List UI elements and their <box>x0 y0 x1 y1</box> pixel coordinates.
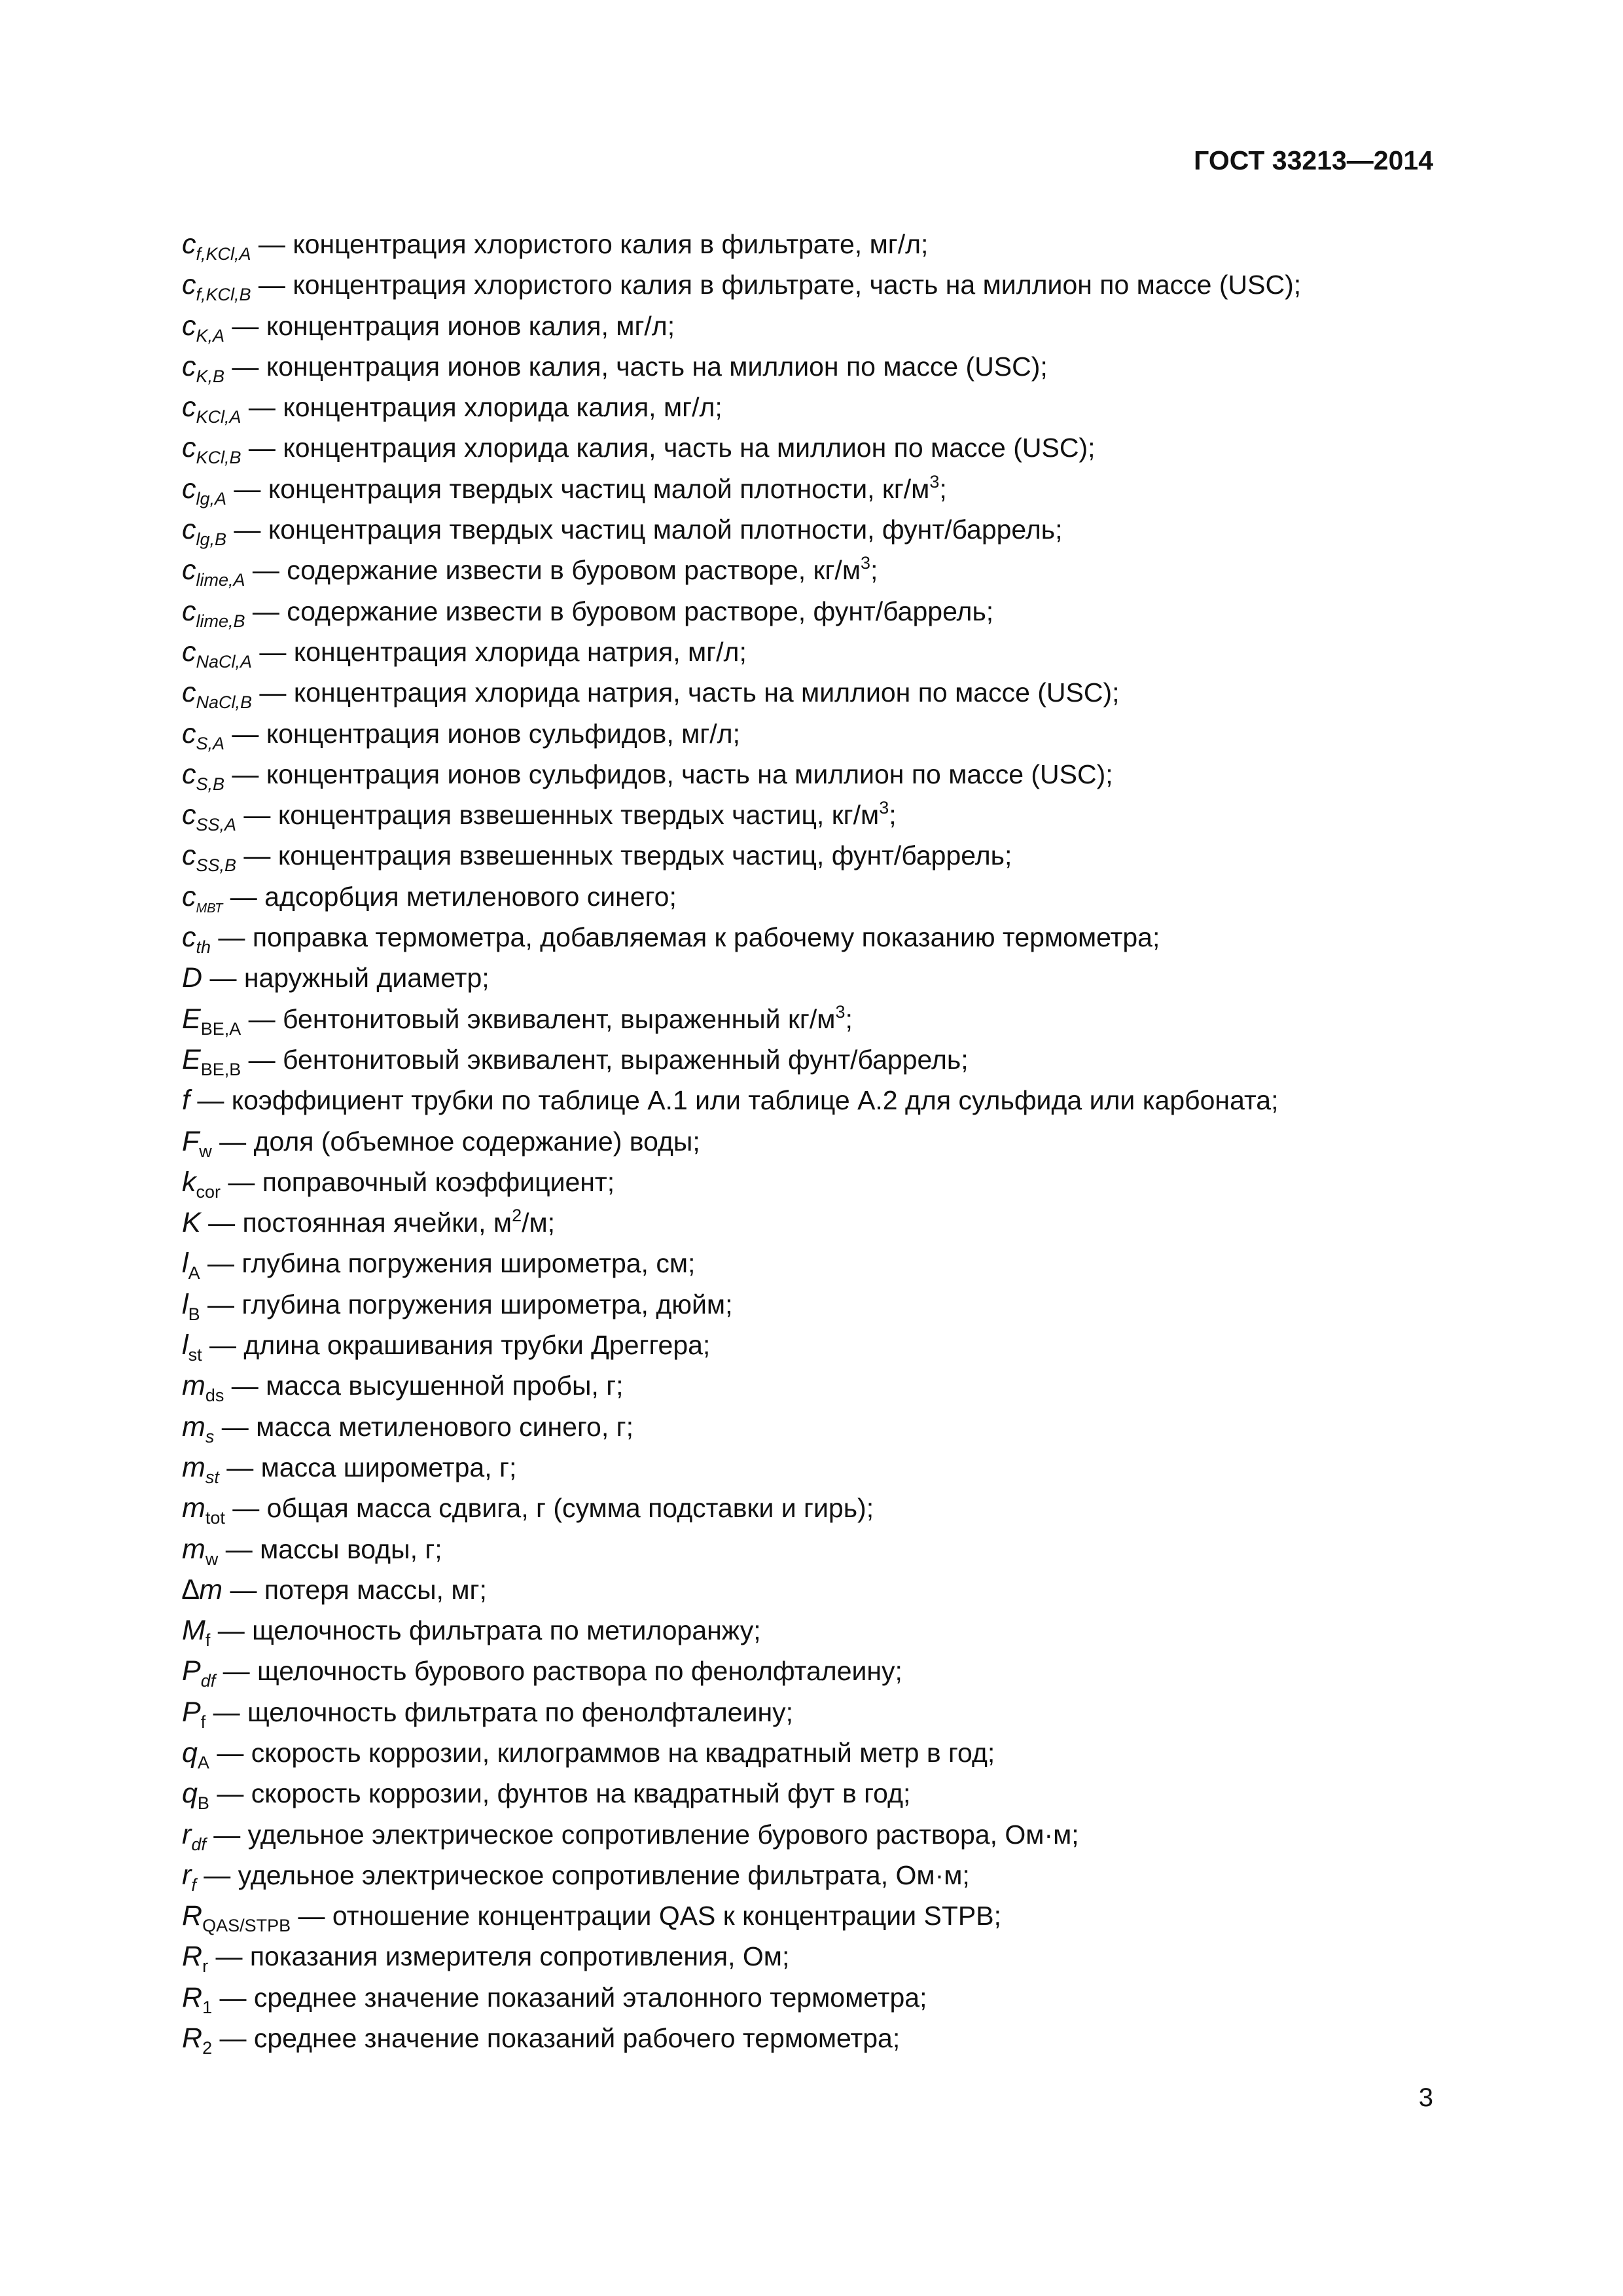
symbol: R <box>182 1900 203 1932</box>
symbol-definition: — концентрация хлорида натрия, мг/л; <box>252 636 747 667</box>
symbol-definition: — удельное электрическое сопротивление фильтрата, Ом·м; <box>196 1859 970 1890</box>
symbol-definition: — среднее значение показаний эталонного термометра; <box>212 1982 927 2013</box>
symbol-entry <box>182 346 1438 387</box>
symbol-definition: — глубина погружения широметра, дюйм; <box>200 1289 733 1319</box>
symbol-entry <box>182 713 1438 754</box>
symbol: m <box>182 1492 205 1524</box>
symbol-entry <box>182 1610 1438 1651</box>
symbol-entry <box>182 1202 1438 1243</box>
symbol-definition: — концентрация ионов сульфидов, часть на миллион по массе (USC); <box>224 759 1113 789</box>
symbol-list <box>182 224 1438 2058</box>
symbol: c <box>182 840 196 872</box>
symbol-entry <box>182 1895 1438 1936</box>
symbol-entry <box>182 1732 1438 1773</box>
symbol: E <box>182 1043 201 1075</box>
symbol: ∆m <box>182 1573 223 1605</box>
symbol: F <box>182 1125 200 1157</box>
symbol-definition: — щелочность бурового раствора по фенолфталеину; <box>215 1656 902 1687</box>
symbol: c <box>182 595 196 627</box>
symbol-definition: — концентрация ионов калия, часть на миллион по массе (USC); <box>224 351 1048 382</box>
symbol: k <box>182 1166 196 1198</box>
symbol-entry <box>182 835 1438 876</box>
symbol-subscript: KCl,B <box>196 448 241 468</box>
symbol-definition: — масса высушенной пробы, г; <box>224 1371 624 1401</box>
symbol-entry <box>182 1977 1438 2018</box>
symbol-definition: — постоянная ячейки, м <box>200 1208 512 1238</box>
unit-exponent: 2 <box>512 1206 522 1226</box>
symbol: l <box>182 1288 188 1320</box>
symbol: c <box>182 799 196 831</box>
symbol-entry <box>182 427 1438 468</box>
symbol: P <box>182 1696 201 1728</box>
symbol-entry <box>182 1407 1438 1447</box>
symbol-subscript: B <box>188 1304 200 1324</box>
symbol-definition: — скорость коррозии, фунтов на квадратный фут в год; <box>209 1778 911 1809</box>
symbol-entry <box>182 469 1438 509</box>
symbol-entry <box>182 1080 1438 1121</box>
symbol-entry <box>182 550 1438 590</box>
symbol-definition: — концентрация ионов калия, мг/л; <box>224 310 675 341</box>
symbol-entry <box>182 1325 1438 1365</box>
symbol-definition: — длина окрашивания трубки Дреггера; <box>202 1330 711 1361</box>
symbol-definition: — бентонитовый эквивалент, выраженный кг/м <box>241 1003 836 1034</box>
symbol: P <box>182 1655 201 1687</box>
symbol: c <box>182 880 196 912</box>
symbol: c <box>182 350 196 382</box>
symbol: c <box>182 758 196 790</box>
symbol-subscript: s <box>205 1426 215 1446</box>
definition-tail: /м; <box>522 1208 556 1238</box>
symbol-subscript: A <box>197 1752 209 1772</box>
definition-tail: ; <box>870 555 878 586</box>
symbol-subscript: lg,B <box>196 529 227 550</box>
symbol-entry <box>182 387 1438 427</box>
symbol-subscript: NaCl,B <box>196 692 253 713</box>
symbol-definition: — отношение концентрации QAS к концентрации STPB; <box>291 1901 1001 1931</box>
symbol-definition: — концентрация хлорида калия, мг/л; <box>241 392 722 423</box>
document-code: ГОСТ 33213—2014 <box>1194 145 1433 175</box>
symbol: c <box>182 310 196 342</box>
symbol-subscript: S,B <box>196 774 225 794</box>
symbol: q <box>182 1736 198 1768</box>
symbol-definition: — адсорбция метиленового синего; <box>223 881 677 912</box>
symbol-subscript: df <box>200 1671 216 1691</box>
symbol-subscript: BE,B <box>200 1059 241 1079</box>
symbol: D <box>182 962 203 994</box>
symbol: K <box>182 1207 201 1239</box>
symbol-entry <box>182 999 1438 1039</box>
symbol-definition: — общая масса сдвига, г (сумма подставки и гирь); <box>224 1493 874 1524</box>
symbol-subscript: th <box>196 937 211 958</box>
symbol: c <box>182 432 196 464</box>
symbol-entry <box>182 1365 1438 1406</box>
symbol-subscript: tot <box>205 1508 225 1528</box>
symbol: c <box>182 514 196 546</box>
page-number: 3 <box>1418 2083 1433 2112</box>
symbol-entry <box>182 509 1438 550</box>
symbol-definition: — глубина погружения широметра, см; <box>200 1248 696 1279</box>
symbol-entry <box>182 264 1438 305</box>
symbol-subscript: r <box>202 1956 209 1977</box>
symbol-subscript: ds <box>205 1386 224 1406</box>
symbol-definition: — концентрация хлористого калия в фильтрате, часть на миллион по массе (USC); <box>251 270 1302 300</box>
symbol-definition: — концентрация хлористого калия в фильтрате, мг/л; <box>251 229 929 259</box>
symbol-entry <box>182 1162 1438 1202</box>
symbol-entry <box>182 1284 1438 1325</box>
symbol-definition: — бентонитовый эквивалент, выраженный фунт/баррель; <box>241 1044 969 1075</box>
symbol-subscript: S,A <box>196 733 225 753</box>
symbol: c <box>182 473 196 505</box>
symbol-definition: — концентрация твердых частиц малой плотности, кг/м <box>226 473 930 504</box>
symbol: E <box>182 1003 201 1035</box>
symbol-entry <box>182 1570 1438 1610</box>
symbol: m <box>182 1370 205 1402</box>
symbol-entry <box>182 1488 1438 1528</box>
symbol: R <box>182 1941 203 1973</box>
symbol-subscript: lime,A <box>196 570 245 590</box>
symbol-entry <box>182 224 1438 264</box>
symbol-subscript: lg,A <box>196 488 227 509</box>
symbol-subscript: KCl,A <box>196 407 241 427</box>
symbol: R <box>182 2022 203 2054</box>
symbol-subscript: QAS/STPB <box>202 1916 291 1936</box>
symbol-subscript: f <box>200 1712 206 1732</box>
symbol-subscript: f <box>205 1630 211 1651</box>
symbol: M <box>182 1615 205 1647</box>
symbol-entry <box>182 1039 1438 1080</box>
symbol-definition: — щелочность фильтрата по метилоранжу; <box>210 1615 761 1646</box>
symbol: c <box>182 228 196 260</box>
symbol: l <box>182 1329 188 1361</box>
symbol: c <box>182 717 196 749</box>
symbol-definition: — удельное электрическое сопротивление бурового раствора, Ом·м; <box>205 1819 1079 1850</box>
symbol-subscript: f,KCl,A <box>196 244 251 264</box>
symbol: R <box>182 1981 203 2013</box>
symbol-definition: — концентрация ионов сульфидов, мг/л; <box>224 718 740 749</box>
symbol-subscript: w <box>205 1549 219 1569</box>
symbol-entry <box>182 1814 1438 1855</box>
symbol-entry <box>182 754 1438 795</box>
symbol-definition: — скорость коррозии, килограммов на квадратный метр в год; <box>209 1737 995 1768</box>
symbol: c <box>182 391 196 423</box>
symbol-subscript: cor <box>196 1181 221 1202</box>
symbol-definition: — потеря массы, мг; <box>223 1574 487 1605</box>
symbol-subscript: st <box>188 1345 202 1365</box>
symbol-definition: — поправочный коэффициент; <box>221 1166 615 1197</box>
definition-tail: ; <box>845 1003 853 1034</box>
symbol: c <box>182 554 196 586</box>
symbol-entry <box>182 917 1438 958</box>
symbol-subscript: w <box>199 1141 212 1161</box>
symbol-definition: — концентрация хлорида калия, часть на миллион по массе (USC); <box>241 433 1096 463</box>
symbol-subscript: МВТ <box>196 901 223 916</box>
symbol-subscript: lime,B <box>196 611 245 631</box>
symbol: m <box>182 1533 205 1565</box>
definition-tail: ; <box>889 800 897 831</box>
symbol-definition: — показания измерителя сопротивления, Ом; <box>208 1941 790 1972</box>
symbol-subscript: 2 <box>202 2038 213 2058</box>
symbol-entry <box>182 632 1438 672</box>
symbol-entry <box>182 876 1438 917</box>
symbol-entry <box>182 1529 1438 1570</box>
symbol: c <box>182 922 196 954</box>
symbol-entry <box>182 958 1438 998</box>
symbol-entry <box>182 1651 1438 1691</box>
symbol-definition: — концентрация хлорида натрия, часть на миллион по массе (USC); <box>252 677 1120 708</box>
symbol-definition: — концентрация взвешенных твердых частиц, кг/м <box>236 800 880 831</box>
symbol-subscript: f <box>191 1874 196 1895</box>
symbol-subscript: 1 <box>202 1997 213 2017</box>
symbol-entry <box>182 795 1438 835</box>
symbol-subscript: st <box>205 1467 219 1487</box>
symbol-entry <box>182 591 1438 632</box>
symbol-entry <box>182 1447 1438 1488</box>
symbol-subscript: NaCl,A <box>196 651 253 672</box>
symbol-entry <box>182 1936 1438 1977</box>
symbol-definition: — щелочность фильтрата по фенолфталеину; <box>205 1696 794 1727</box>
symbol-entry <box>182 1121 1438 1162</box>
symbol-subscript: SS,A <box>196 815 237 835</box>
unit-exponent: 3 <box>835 1001 846 1022</box>
symbol-subscript: K,B <box>196 366 225 386</box>
symbol: r <box>182 1859 192 1891</box>
symbol-definition: — массы воды, г; <box>218 1534 442 1564</box>
symbol-entry <box>182 1773 1438 1814</box>
symbol-subscript: df <box>191 1834 206 1854</box>
symbol-definition: — масса метиленового синего, г; <box>214 1411 633 1442</box>
symbol: m <box>182 1451 205 1483</box>
symbol-entry <box>182 2018 1438 2058</box>
symbol-definition: — содержание извести в буровом растворе, кг/м <box>245 555 861 586</box>
definition-tail: ; <box>939 473 947 504</box>
symbol: m <box>182 1410 205 1443</box>
symbol-definition: — содержание извести в буровом растворе, фунт/баррель; <box>245 596 994 626</box>
symbol-subscript: A <box>188 1263 200 1283</box>
symbol: c <box>182 269 196 301</box>
symbol-definition: — масса широметра, г; <box>219 1452 517 1482</box>
symbol-definition: — среднее значение показаний рабочего термометра; <box>212 2023 901 2054</box>
symbol: c <box>182 636 196 668</box>
symbol-definition: — наружный диаметр; <box>202 963 490 994</box>
symbol-entry <box>182 306 1438 346</box>
unit-exponent: 3 <box>879 798 889 818</box>
unit-exponent: 3 <box>929 471 940 492</box>
symbol-definition: — коэффициент трубки по таблице А.1 или таблице А.2 для сульфида или карбоната; <box>189 1085 1279 1116</box>
symbol-entry <box>182 1855 1438 1895</box>
symbol-entry <box>182 1692 1438 1732</box>
symbol-definition: — поправка термометра, добавляемая к рабочему показанию термометра; <box>211 922 1160 953</box>
symbol-subscript: B <box>197 1793 209 1814</box>
symbol-definition: — доля (объемное содержание) воды; <box>211 1126 700 1157</box>
symbol-subscript: SS,B <box>196 855 237 876</box>
symbol-subscript: f,KCl,B <box>196 285 251 305</box>
symbol: r <box>182 1818 192 1850</box>
unit-exponent: 3 <box>861 553 871 573</box>
symbol-entry <box>182 672 1438 713</box>
symbol-definition: — концентрация твердых частиц малой плотности, фунт/баррель; <box>226 514 1063 545</box>
symbol: q <box>182 1778 198 1810</box>
symbol: c <box>182 677 196 709</box>
symbol: l <box>182 1247 188 1280</box>
symbol-entry <box>182 1243 1438 1283</box>
symbol-subscript: BE,A <box>200 1018 241 1039</box>
symbol: f <box>182 1085 190 1117</box>
symbol-subscript: K,A <box>196 325 225 346</box>
symbol-definition: — концентрация взвешенных твердых частиц, фунт/баррель; <box>236 840 1012 871</box>
